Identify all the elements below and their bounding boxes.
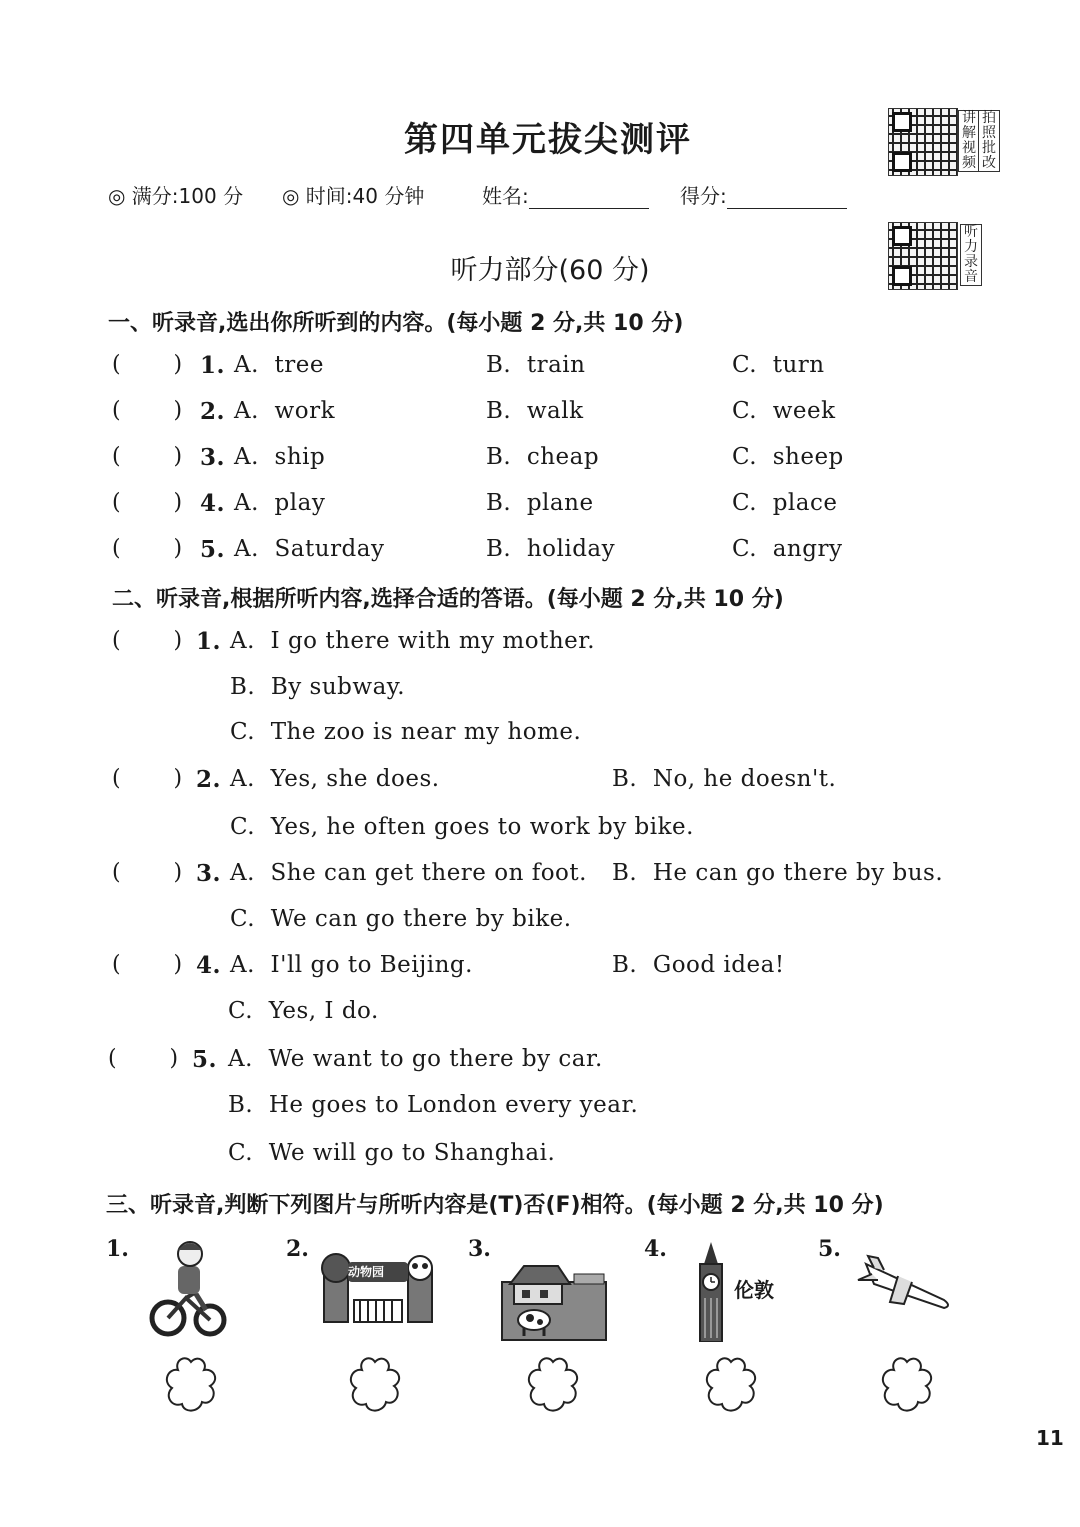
option-a: A. Yes, she does.	[230, 766, 440, 792]
option-c: C. angry	[732, 536, 843, 562]
farm-cow-icon	[500, 1260, 608, 1342]
name-blank[interactable]	[529, 190, 649, 209]
question-number: 2.	[200, 398, 226, 425]
picture-number: 3.	[468, 1236, 491, 1262]
london-caption: 伦敦	[734, 1278, 774, 1302]
part2-q5-option-b: B. He goes to London every year.	[228, 1092, 639, 1118]
part2-title: 二、听录音,根据所听内容,选择合适的答语。(每小题 2 分,共 10 分)	[112, 587, 784, 612]
option-b: B. holiday	[486, 536, 616, 562]
answer-bracket[interactable]: ( )	[112, 490, 183, 515]
zoo-gate-icon	[318, 1250, 438, 1324]
answer-flower-icon[interactable]	[700, 1354, 762, 1416]
option-c: C. week	[732, 398, 836, 424]
question-number: 4.	[196, 952, 222, 979]
answer-bracket[interactable]: ( )	[108, 1046, 179, 1071]
picture-number: 1.	[106, 1236, 129, 1262]
qr-label-grading: 拍照批改	[978, 110, 1000, 172]
listening-section-heading: 听力部分(60 分)	[450, 255, 650, 286]
zoo-sign: 动物园	[348, 1265, 385, 1279]
page-number: 11	[1036, 1426, 1064, 1450]
option-a: A. work	[234, 398, 336, 424]
answer-bracket[interactable]: ( )	[112, 860, 183, 885]
answer-bracket[interactable]: ( )	[112, 398, 183, 423]
score-field[interactable]	[680, 180, 847, 209]
part2-q5-option-c: C. We will go to Shanghai.	[228, 1140, 556, 1166]
option-a: A. We want to go there by car.	[228, 1046, 603, 1072]
qr-code-icon[interactable]	[888, 108, 958, 176]
part2-q3-option-c: C. We can go there by bike.	[230, 906, 572, 932]
qr-label-audio: 听力录音	[960, 224, 982, 286]
question-number: 3.	[200, 444, 226, 471]
question-number: 2.	[196, 766, 222, 793]
question-number: 5.	[192, 1046, 218, 1073]
name-field[interactable]	[482, 180, 649, 209]
option-a: A. I'll go to Beijing.	[230, 952, 473, 978]
question-number: 3.	[196, 860, 222, 887]
answer-flower-icon[interactable]	[522, 1354, 584, 1416]
score-label: 得分:	[680, 184, 727, 208]
question-number: 5.	[200, 536, 226, 563]
question-number: 1.	[196, 628, 222, 655]
option-a: A. ship	[234, 444, 326, 470]
option-b: B. walk	[486, 398, 584, 424]
answer-bracket[interactable]: ( )	[112, 628, 183, 653]
option-a: A. Saturday	[234, 536, 385, 562]
picture-number: 4.	[644, 1236, 667, 1262]
name-label: 姓名:	[482, 184, 529, 208]
picture-number: 2.	[286, 1236, 309, 1262]
answer-bracket[interactable]: ( )	[112, 952, 183, 977]
answer-bracket[interactable]: ( )	[112, 444, 183, 469]
option-c: C. sheep	[732, 444, 844, 470]
option-b: B. He can go there by bus.	[612, 860, 944, 886]
time-limit: ◎ 时间:40 分钟	[282, 184, 425, 208]
part1-title: 一、听录音,选出你所听到的内容。(每小题 2 分,共 10 分)	[108, 311, 684, 336]
part2-q2-option-c: C. Yes, he often goes to work by bike.	[230, 814, 694, 840]
option-b: B. Good idea!	[612, 952, 785, 978]
answer-flower-icon[interactable]	[876, 1354, 938, 1416]
boy-on-bike-icon	[146, 1236, 230, 1338]
big-ben-icon	[694, 1242, 728, 1342]
option-a: A. tree	[234, 352, 325, 378]
option-c: C. place	[732, 490, 838, 516]
option-b: B. No, he doesn't.	[612, 766, 837, 792]
full-score: ◎ 满分:100 分	[108, 184, 244, 208]
answer-bracket[interactable]: ( )	[112, 536, 183, 561]
answer-bracket[interactable]: ( )	[112, 352, 183, 377]
part2-q1-option-b: B. By subway.	[230, 674, 406, 700]
option-b: B. cheap	[486, 444, 600, 470]
question-number: 4.	[200, 490, 226, 517]
part2-q1-option-c: C. The zoo is near my home.	[230, 719, 582, 745]
question-number: 1.	[200, 352, 226, 379]
option-b: B. plane	[486, 490, 594, 516]
answer-flower-icon[interactable]	[160, 1354, 222, 1416]
airplane-icon	[854, 1254, 954, 1314]
page-title: 第四单元拔尖测评	[404, 120, 692, 160]
answer-bracket[interactable]: ( )	[112, 766, 183, 791]
score-blank[interactable]	[727, 190, 847, 209]
part3-title: 三、听录音,判断下列图片与所听内容是(T)否(F)相符。(每小题 2 分,共 10 分)	[106, 1193, 884, 1218]
answer-flower-icon[interactable]	[344, 1354, 406, 1416]
option-a: A. She can get there on foot.	[230, 860, 587, 886]
picture-number: 5.	[818, 1236, 841, 1262]
option-c: C. turn	[732, 352, 825, 378]
qr-label-video: 讲解视频	[958, 110, 980, 172]
option-a: A. play	[234, 490, 326, 516]
option-a: A. I go there with my mother.	[230, 628, 596, 654]
option-b: B. train	[486, 352, 586, 378]
part2-q4-option-c: C. Yes, I do.	[228, 998, 379, 1024]
